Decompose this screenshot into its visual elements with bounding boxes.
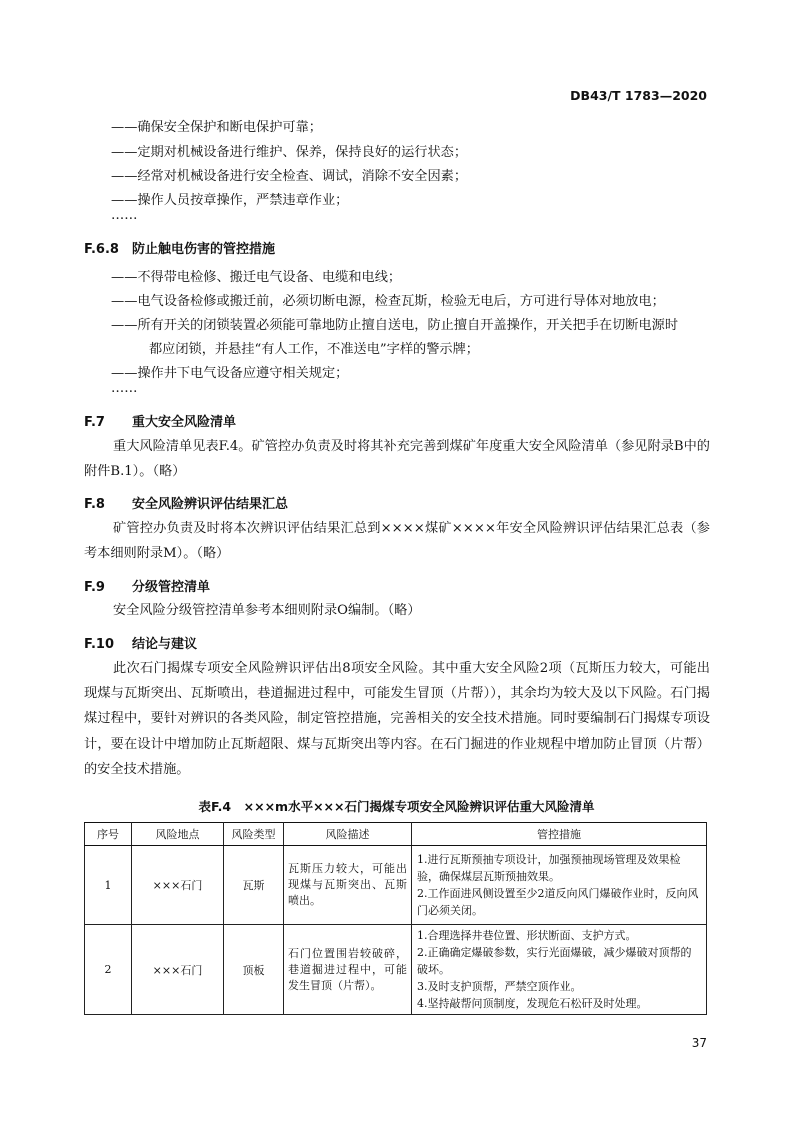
- list-item: ——确保安全保护和断电保护可靠；: [111, 120, 322, 135]
- paragraph: 矿管控办负责及时将本次辨识评估结果汇总到××××煤矿××××年安全风险辨识评估结果汇总表（参考本细则附录M）。（略）: [84, 521, 710, 562]
- col-header-desc: 风险描述: [284, 823, 412, 846]
- cell-type: 瓦斯: [224, 846, 284, 925]
- list-ellipsis: ……: [111, 381, 138, 396]
- section-number: F.10: [84, 637, 114, 652]
- table-caption: 表F.4 ×××m水平×××石门揭煤专项安全风险辨识评估重大风险清单: [198, 799, 595, 814]
- paragraph: 此次石门揭煤专项安全风险辨识评估出8项安全风险。其中重大安全风险2项（瓦斯压力较大，可能出现煤与瓦斯突出、瓦斯喷出，巷道掘进过程中，可能发生冒顶（片帮）），其余均为较大及以下风险。石门揭煤过程中，要针对辨识的各类风险，制定管控措施，完善相关的安全技术措施。同时要编制石门揭煤专项设计，要在设计中增加防止瓦斯超限、煤与瓦斯突出等内容。在石门掘进的作业规程中增加防止冒顶（片帮）的安全技术措施。: [84, 661, 710, 777]
- section-heading-f10: [84, 633, 197, 652]
- cell-desc: 瓦斯压力较大，可能出现煤与瓦斯突出、瓦斯喷出。: [284, 846, 412, 925]
- section-title: 防止触电伤害的管控措施: [132, 242, 276, 257]
- section-title: 结论与建议: [132, 637, 198, 652]
- section-number: F.9: [84, 580, 105, 595]
- col-header-place: 风险地点: [132, 823, 224, 846]
- cell-measures: [412, 846, 707, 925]
- list-item: ——不得带电检修、搬迁电气设备、电缆和电线；: [111, 270, 402, 285]
- section-heading-f7: [84, 411, 236, 430]
- list-item: ——电气设备检修或搬迁前，必须切断电源，检查瓦斯，检验无电后，方可进行导体对地放电；: [111, 294, 665, 309]
- measure-item: 3.及时支护顶帮，严禁空顶作业。: [417, 980, 582, 993]
- measure-item: 2.正确确定爆破参数，实行光面爆破，减少爆破对顶帮的破坏。: [417, 946, 692, 976]
- col-header-measures: 管控措施: [412, 823, 707, 846]
- cell-desc: 石门位置围岩较破碎，巷道掘进过程中，可能发生冒顶（片帮）。: [284, 925, 412, 1015]
- cell-no: 2: [85, 925, 132, 1015]
- table-header-row: [85, 823, 707, 846]
- list-item: ——操作井下电气设备应遵守相关规定；: [111, 366, 349, 381]
- section-title: 安全风险辨识评估结果汇总: [132, 497, 289, 512]
- list-item: ——定期对机械设备进行维护、保养，保持良好的运行状态；: [111, 145, 468, 160]
- section-heading-f68: [84, 238, 275, 257]
- measure-item: 4.坚持敲帮问顶制度，发现危石松矸及时处理。: [417, 997, 648, 1010]
- cell-no: 1: [85, 846, 132, 925]
- cell-place: ×××石门: [132, 846, 224, 925]
- list-item: ——操作人员按章操作，严禁违章作业；: [111, 193, 349, 208]
- table-row: [85, 846, 707, 925]
- list-ellipsis: ……: [111, 208, 138, 223]
- list-item: ——经常对机械设备进行安全检查、调试，消除不安全因素；: [111, 169, 468, 184]
- col-header-no: 序号: [85, 823, 132, 846]
- section-number: F.7: [84, 415, 105, 430]
- col-header-type: 风险类型: [224, 823, 284, 846]
- section-number: F.6.8: [84, 242, 119, 257]
- cell-type: 顶板: [224, 925, 284, 1015]
- list-item-continuation: 都应闭锁，并悬挂“有人工作，不准送电”字样的警示牌；: [149, 342, 479, 357]
- standard-number: DB43/T 1783—2020: [570, 88, 707, 103]
- cell-place: ×××石门: [132, 925, 224, 1015]
- section-title: 分级管控清单: [132, 580, 211, 595]
- paragraph: 重大风险清单见表F.4。矿管控办负责及时将其补充完善到煤矿年度重大安全风险清单（参见附录B中的附件B.1）。（略）: [84, 439, 710, 480]
- measure-item: 1.进行瓦斯预抽专项设计，加强预抽现场管理及效果检验，确保煤层瓦斯预抽效果。: [417, 853, 681, 883]
- section-title: 重大安全风险清单: [132, 415, 237, 430]
- measure-item: 2.工作面进风侧设置至少2道反向风门爆破作业时，反向风门必须关闭。: [417, 887, 699, 917]
- risk-table: [84, 822, 707, 1015]
- section-heading-f8: [84, 493, 288, 512]
- section-number: F.8: [84, 497, 105, 512]
- paragraph: 安全风险分级管控清单参考本细则附录O编制。（略）: [113, 603, 421, 618]
- cell-measures: [412, 925, 707, 1015]
- section-heading-f9: [84, 576, 210, 595]
- table-row: [85, 925, 707, 1015]
- page-number: 37: [691, 1036, 707, 1050]
- measure-item: 1.合理选择井巷位置、形状断面、支护方式。: [417, 929, 637, 942]
- list-item: ——所有开关的闭锁装置必须能可靠地防止擅自送电，防止擅自开盖操作，开关把手在切断电源时: [111, 318, 679, 333]
